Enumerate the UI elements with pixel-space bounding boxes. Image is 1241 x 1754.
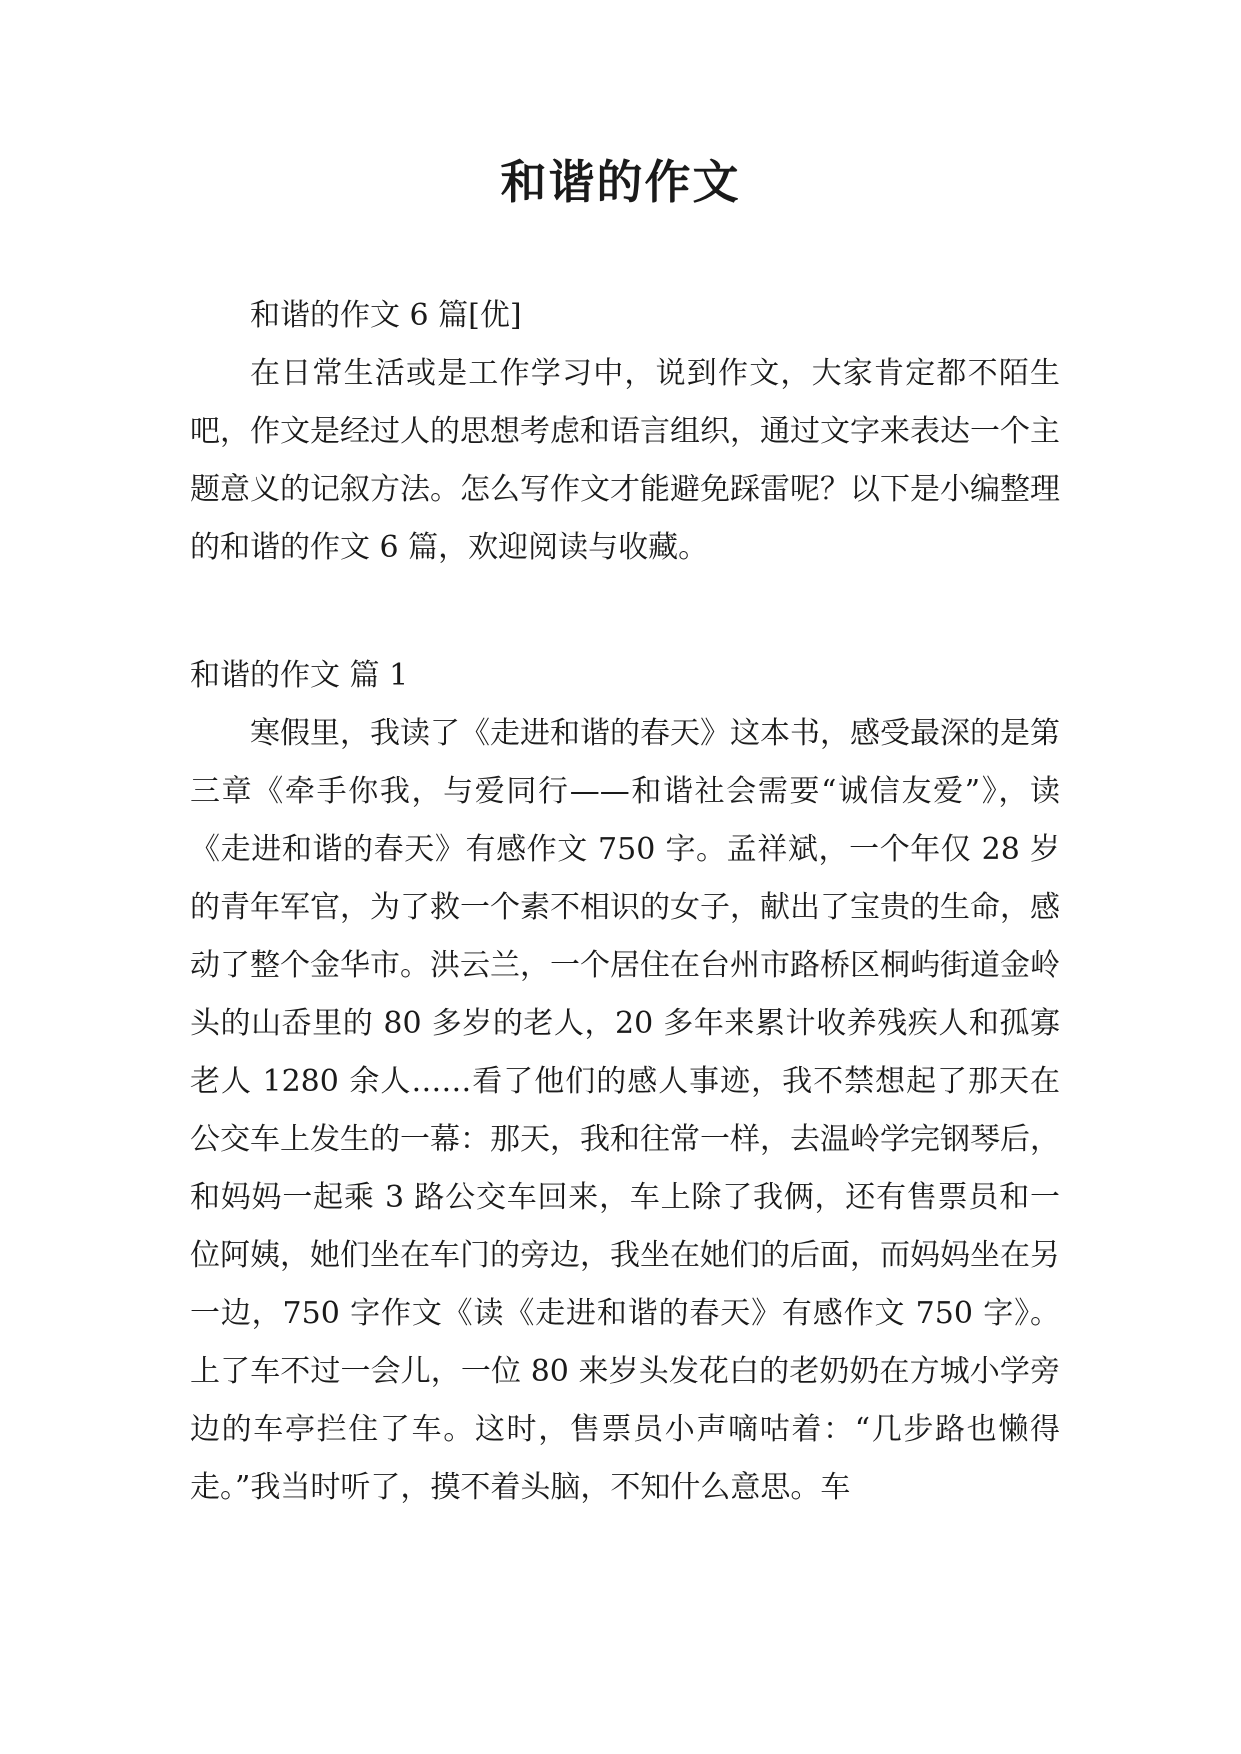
document-title: 和谐的作文 xyxy=(500,155,741,209)
section-heading: 和谐的作文 篇 1 xyxy=(190,658,409,693)
intro-block xyxy=(190,287,1060,577)
section-paragraph: 寒假里，我读了《走进和谐的春天》这本书，感受最深的是第三章《牵手你我，与爱同行——和谐社会需要“诚信友爱”》，读《走进和谐的春天》有感作文 750 字。孟祥斌，一个年仅 28 岁的青年军官，为了救一个素不相识的女子，献出了宝贵的生命，感动了整个金华市。洪云兰，一个居住在台州市路桥区桐屿街道金岭头的山岙里的 80 多岁的老人，20 多年来累计收养残疾人和孤寡老人 1280 余人……看了他们的感人事迹，我不禁想起了那天在公交车上发生的一幕：那天，我和往常一样，去温岭学完钢琴后，和妈妈一起乘 3 路公交车回来，车上除了我俩，还有售票员和一位阿姨，她们坐在车门的旁边，我坐在她们的后面，而妈妈坐在另一边，750 字作文《读《走进和谐的春天》有感作文 750 字》。上了车不过一会儿，一位 80 来岁头发花白的老奶奶在方城小学旁边的车亭拦住了车。这时，售票员小声嘀咕着：“几步路也懒得走。”我当时听了，摸不着头脑，不知什么意思。车 xyxy=(190,716,1060,1505)
intro-paragraph: 在日常生活或是工作学习中，说到作文，大家肯定都不陌生吧，作文是经过人的思想考虑和语言组织，通过文字来表达一个主题意义的记叙方法。怎么写作文才能避免踩雷呢？以下是小编整理的和谐的作文 6 篇，欢迎阅读与收藏。 xyxy=(190,356,1060,565)
document-subtitle: 和谐的作文 6 篇[优] xyxy=(250,298,522,333)
section-block xyxy=(190,647,1060,1517)
